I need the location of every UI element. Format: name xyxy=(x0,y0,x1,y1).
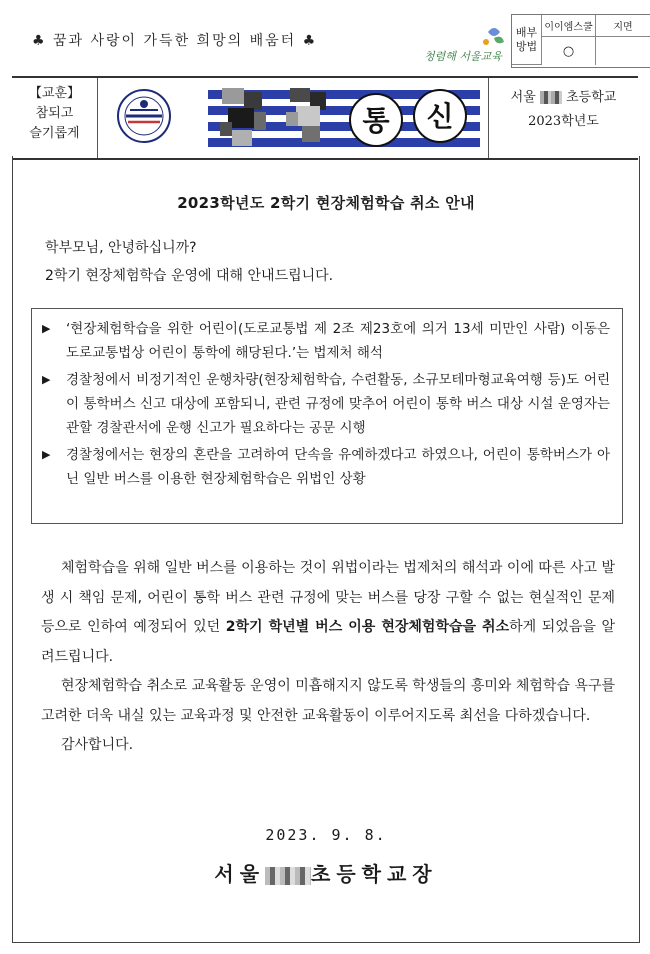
clover-icon-left: ♣ xyxy=(32,33,47,49)
principal-signature: 서울 초등학교장 xyxy=(214,862,438,886)
distribution-method-table xyxy=(511,14,650,68)
greeting xyxy=(45,234,333,290)
distribution-app-mark: ○ xyxy=(542,37,596,65)
distribution-col-paper: 지면 xyxy=(596,15,650,37)
distribution-header: 배부 방법 xyxy=(512,15,542,65)
top-strip xyxy=(12,14,638,66)
notice-date: 2023. 9. 8. xyxy=(265,826,387,844)
campaign-text: 청렴해 서울교육 xyxy=(424,50,502,63)
banner-char-2: 신 xyxy=(426,100,454,133)
school-motto xyxy=(12,78,98,158)
triangle-bullet-icon: ▶ xyxy=(42,448,51,461)
school-emblem-icon xyxy=(116,88,172,144)
legal-background-box xyxy=(31,308,623,524)
newsletter-banner xyxy=(208,82,480,154)
greeting-line-1: 학부모님, 안녕하십니까? xyxy=(45,240,197,256)
triangle-bullet-icon: ▶ xyxy=(42,322,51,335)
slogan xyxy=(32,30,317,50)
school-info xyxy=(488,78,638,158)
slogan-text: 꿈과 사랑이 가득한 희망의 배움터 xyxy=(53,33,297,49)
notice-body-frame xyxy=(12,156,640,943)
motto-line-2: 슬기롭게 xyxy=(29,126,80,141)
paragraph-cancellation: 체험학습을 위해 일반 버스를 이용하는 것이 위법이라는 법제처의 해석과 이에 따른 사고 발생 시 책임 문제, 어린이 통학 버스 관련 규정에 맞는 버스를 당장 구할 수 없는 현실적인 문제 등으로 인하여 예정되어 있던 2학기 학년별 버스 이용 현장체험학습을 취소하게 되었음을 알려드립니다. xyxy=(41,560,616,665)
integrity-campaign-logo xyxy=(422,24,510,68)
greeting-line-2: 2학기 현장체험학습 운영에 대해 안내드립니다. xyxy=(45,268,334,284)
notice-body xyxy=(41,554,615,761)
closing-thanks: 감사합니다. xyxy=(61,737,134,753)
motto-line-1: 참되고 xyxy=(35,106,74,121)
school-name: 서울 초등학교 xyxy=(510,90,617,105)
notice-title: 2023학년도 2학기 현장체험학습 취소 안내 xyxy=(177,194,475,212)
motto-tag: 【교훈】 xyxy=(28,86,81,101)
newsletter-header xyxy=(12,76,638,160)
banner-char-1: 통 xyxy=(362,104,390,137)
cancellation-emphasis: 2학기 학년별 버스 이용 현장체험학습을 취소 xyxy=(225,619,510,635)
distribution-col-app: 이이엠스쿨 xyxy=(542,15,596,37)
bullet-item: ▶ ‘현장체험학습을 위한 어린이(도로교통법 제 2조 제23호에 의거 13세 미만인 사람) 이동은 도로교통법상 어린이 통학에 해당된다.’는 법제처 해석 xyxy=(42,317,610,365)
redacted-school-name xyxy=(540,91,562,104)
bullet-item: ▶ 경찰청에서 비정기적인 운행차량(현장체험학습, 수련활동, 소규모테마형교육여행 등)도 어린이 통학버스 신고 대상에 포함되니, 관련 규정에 맞추어 어린이 통학 버스 대상 시설 운영자는 관할 경찰관서에 운행 신고가 필요하다는 공문 시행 xyxy=(42,368,610,440)
clover-icon-right: ♣ xyxy=(302,33,318,49)
bullet-item: ▶ 경찰청에서는 현장의 혼란을 고려하여 단속을 유예하겠다고 하였으나, 어린이 통학버스가 아닌 일반 버스를 이용한 현장체험학습은 위법인 상황 xyxy=(42,443,610,491)
paragraph-commitment: 현장체험학습 취소로 교육활동 운영이 미흡해지지 않도록 학생들의 흥미와 체험학습 욕구를 고려한 더욱 내실 있는 교육과정 및 안전한 교육활동이 이루어지도록 최선을 다하겠습니다. xyxy=(41,678,615,724)
school-year: 2023학년도 xyxy=(528,114,599,129)
triangle-bullet-icon: ▶ xyxy=(42,373,51,386)
distribution-paper-mark xyxy=(596,37,650,65)
redacted-signer-name xyxy=(265,867,311,885)
